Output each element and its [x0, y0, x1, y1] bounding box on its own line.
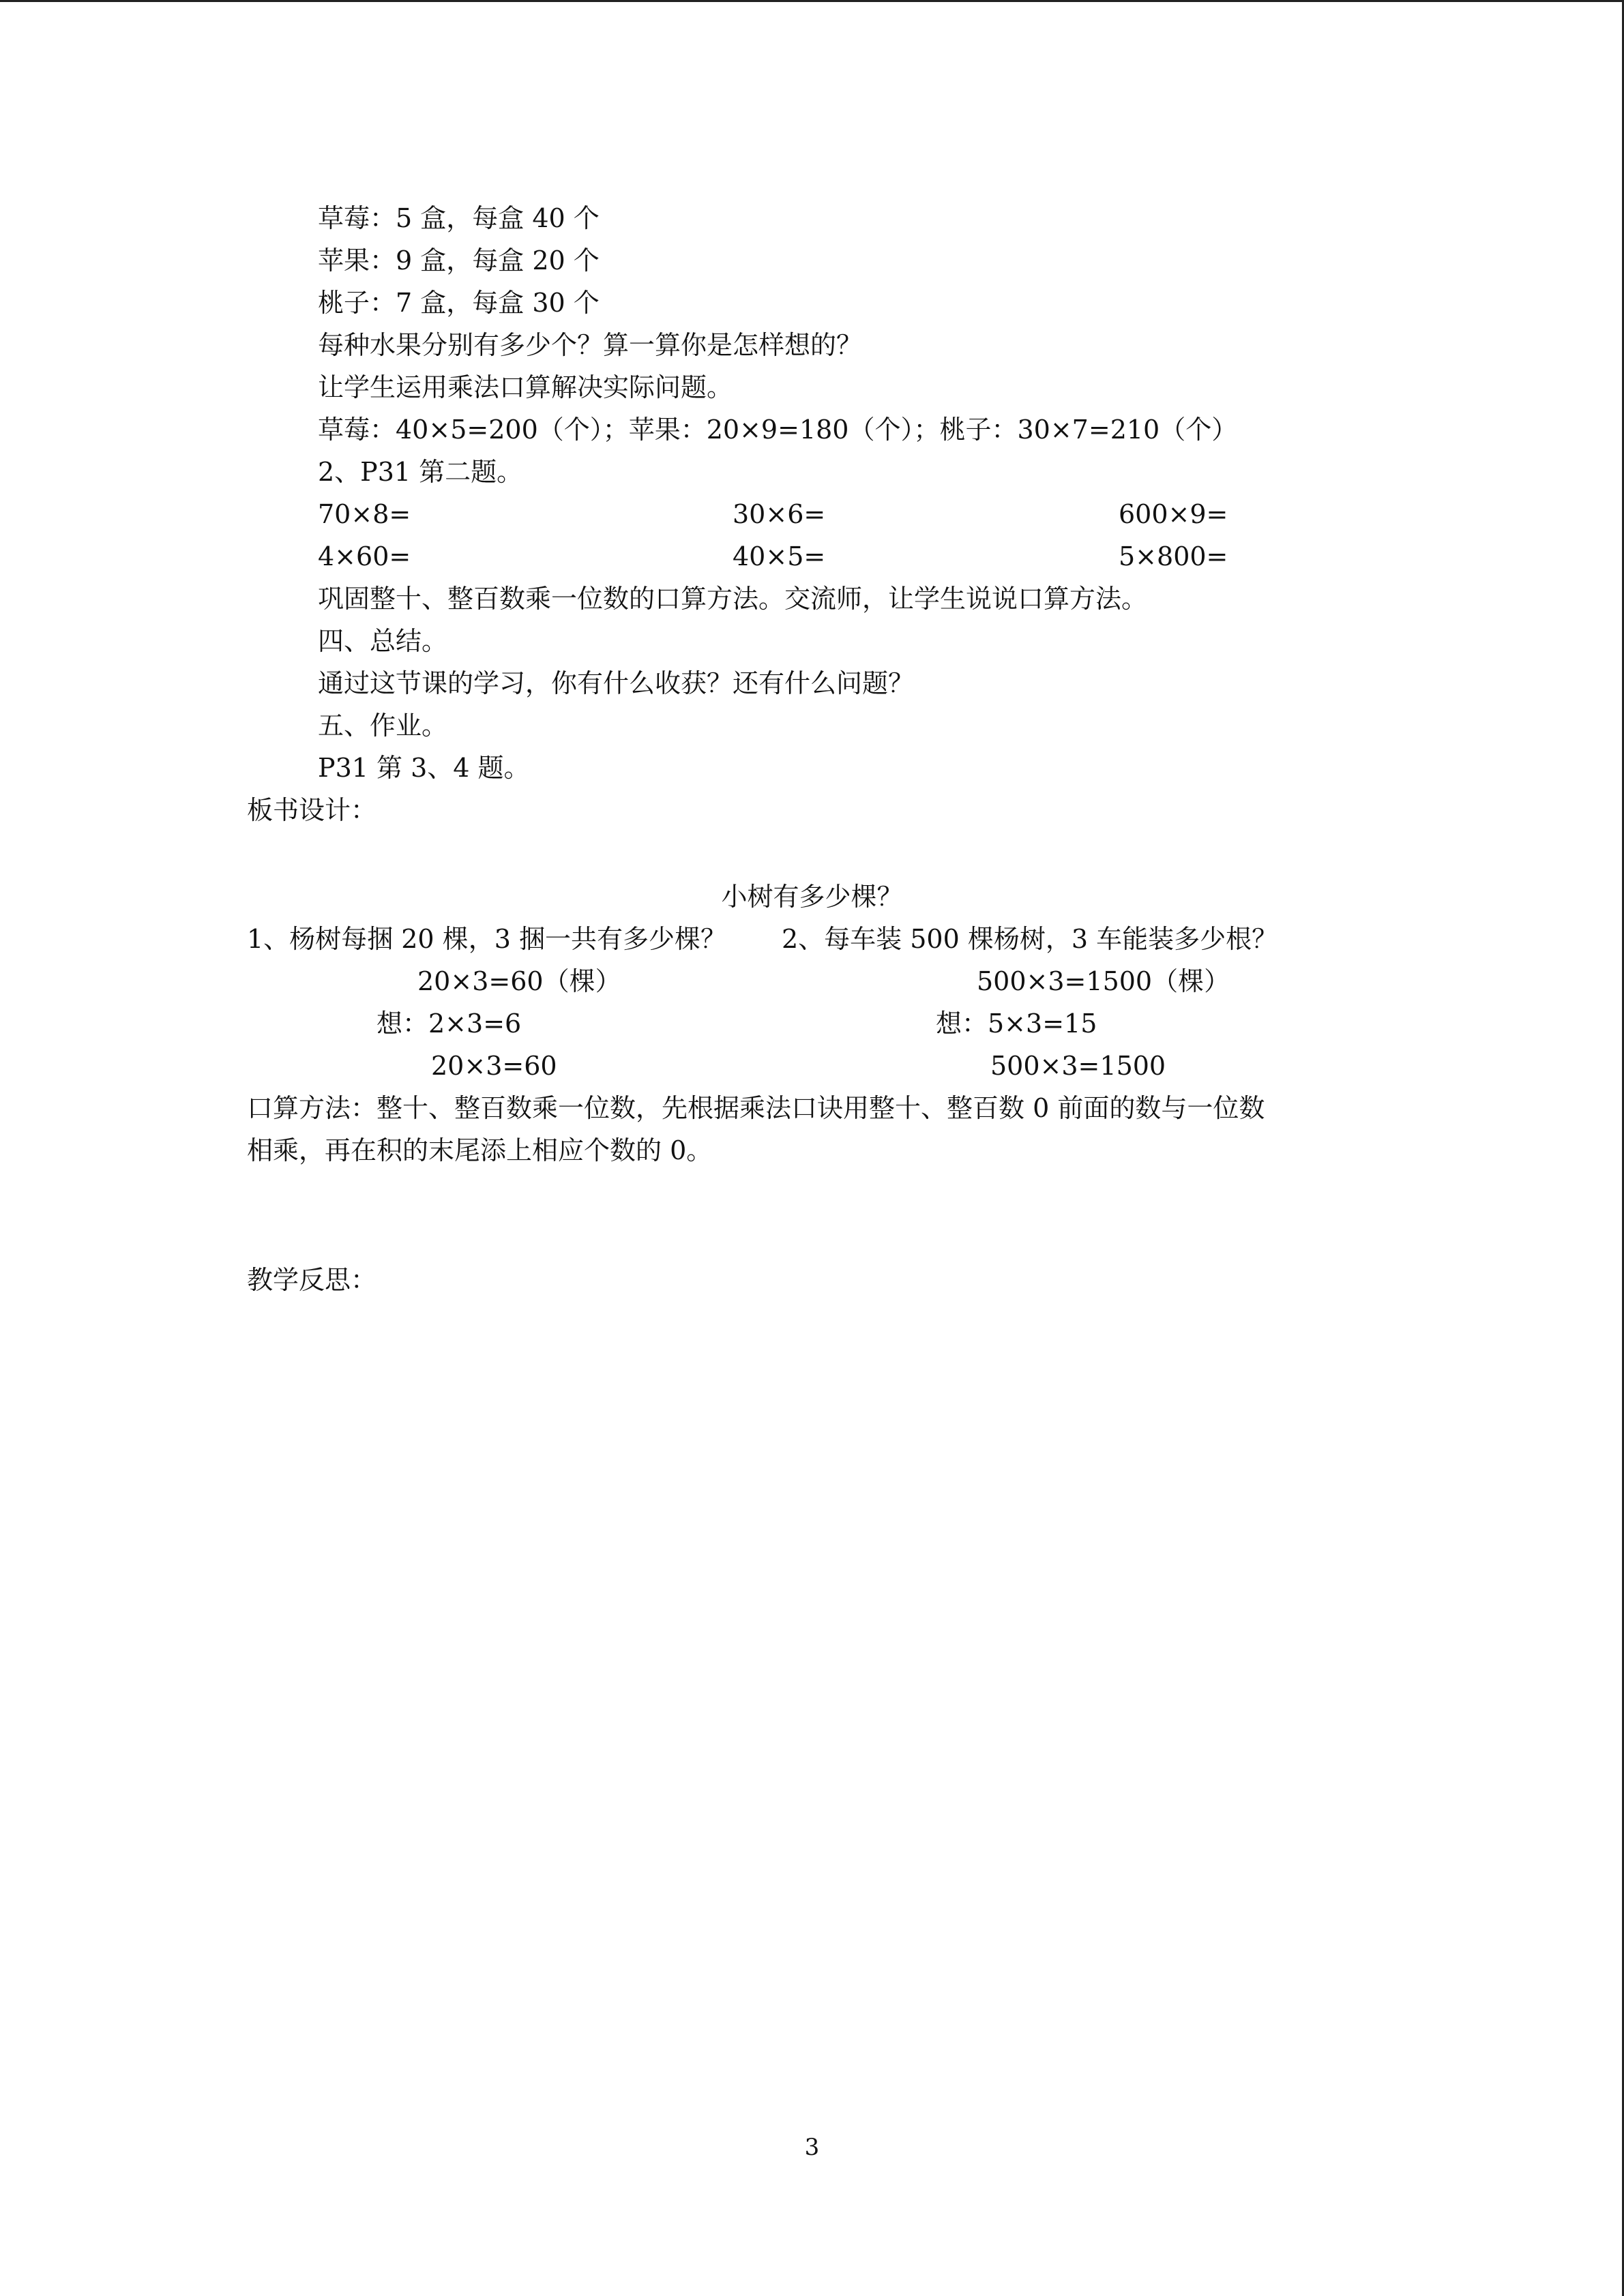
board-p2-think: 想：5×3=15: [936, 1009, 1097, 1039]
method-line-2: 相乘，再在积的末尾添上相应个数的 0。: [247, 1135, 713, 1165]
homework-text: P31 第 3、4 题。: [318, 753, 530, 783]
instruction-line: 让学生运用乘法口算解决实际问题。: [318, 372, 733, 402]
page-number: 3: [804, 2134, 820, 2161]
board-design-label: 板书设计：: [247, 795, 377, 825]
fruit-line-apple: 苹果：9 盒，每盒 20 个: [318, 245, 600, 275]
exercise-item: 70×8=: [318, 499, 411, 529]
summary-heading: 四、总结。: [318, 626, 448, 656]
teaching-reflection-label: 教学反思：: [247, 1265, 377, 1295]
board-problem-2: 2、每车装 500 棵杨树，3 车能装多少根？: [782, 924, 1278, 954]
consolidate-line: 巩固整十、整百数乘一位数的口算方法。交流师，让学生说说口算方法。: [318, 584, 1148, 614]
exercise-item: 30×6=: [733, 499, 826, 529]
page-top-border: [0, 0, 1624, 2]
board-title: 小树有多少棵？: [721, 882, 903, 912]
board-p2-result: 500×3=1500: [990, 1051, 1166, 1081]
answer-line: 草莓：40×5=200（个）；苹果：20×9=180（个）；桃子：30×7=210（个）: [318, 415, 1238, 445]
exercise-item: 600×9=: [1119, 499, 1228, 529]
board-p1-result: 20×3=60: [431, 1051, 557, 1081]
board-p1-think: 想：2×3=6: [377, 1009, 522, 1039]
fruit-line-strawberry: 草莓：5 盒，每盒 40 个: [318, 203, 600, 233]
exercise-title: 2、P31 第二题。: [318, 457, 523, 487]
question-line: 每种水果分别有多少个？算一算你是怎样想的？: [318, 330, 863, 360]
method-line-1: 口算方法：整十、整百数乘一位数，先根据乘法口诀用整十、整百数 0 前面的数与一位数: [247, 1093, 1265, 1123]
board-p1-equation: 20×3=60（棵）: [417, 966, 621, 996]
exercise-item: 4×60=: [318, 541, 411, 571]
board-p2-equation: 500×3=1500（棵）: [977, 966, 1230, 996]
exercise-item: 5×800=: [1119, 541, 1228, 571]
exercise-item: 40×5=: [733, 541, 826, 571]
fruit-line-peach: 桃子：7 盒，每盒 30 个: [318, 288, 600, 318]
summary-text: 通过这节课的学习，你有什么收获？还有什么问题？: [318, 668, 915, 698]
homework-heading: 五、作业。: [318, 711, 448, 741]
board-problem-1: 1、杨树每捆 20 棵，3 捆一共有多少棵？: [247, 924, 726, 954]
